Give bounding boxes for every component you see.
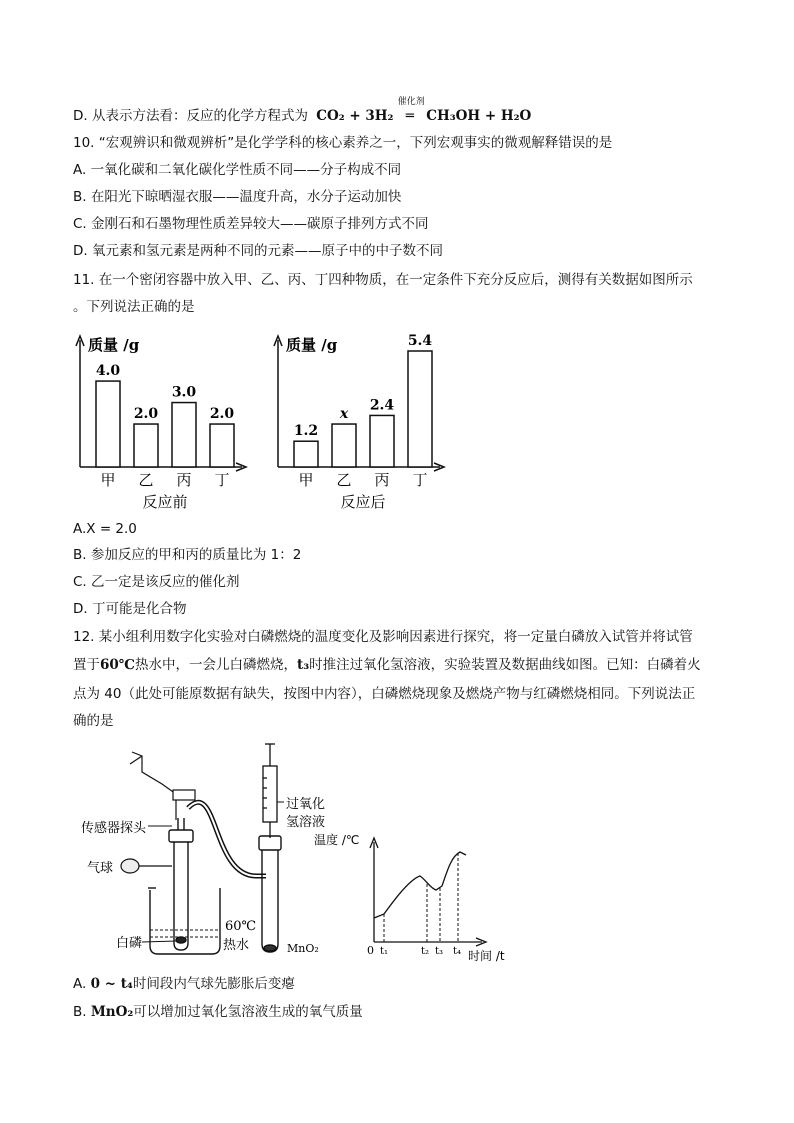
bar-value-label: 2.0 [133,406,159,423]
connecting-hose [188,802,266,876]
mno2-label: MnO₂ [287,942,319,955]
question-12-stem-line4: 确的是 [73,713,114,729]
stem-text: 时推注过氧化氢溶液，实验装置及数据曲线如图。已知：白磷着火 [309,657,701,673]
bar [332,424,356,467]
question-12-option-b [73,1002,363,1022]
question-11-stem-line2: 。下列说法正确的是 [73,299,195,315]
chart-before [76,336,246,511]
graph-tick-t2: t₂ [421,946,430,957]
bar-value-label: 4.0 [95,363,121,380]
formula-rhs: CH₃OH + H₂O [426,108,532,124]
catalyst-label: 催化剂 [397,97,425,107]
question-10-stem: 10. “宏观辨识和微观辨析”是化学学科的核心素养之一，下列宏观事实的微观解释错误的是 [73,135,613,151]
stem-text: 置于 [73,657,100,673]
question-12-stem-line1: 12. 某小组利用数字化实验对白磷燃烧的温度变化及影响因素进行探究，将一定量白磷放入试管并将试管 [73,629,693,645]
category-label: 丙 [374,471,390,489]
option-formula: MnO₂ [90,1004,134,1020]
sensor-probe [130,752,195,820]
bar-value-label: 2.4 [369,397,395,414]
option-text: D. 从表示方法看：反应的化学方程式为 [73,108,308,124]
option-text: 时间段内气球先膨胀后变瘪 [132,976,295,992]
option-formula: 0 ~ t₄ [90,976,133,992]
graph-origin: 0 [367,944,374,957]
h2o2-label-line1: 过氧化 [286,797,326,812]
category-label: 丁 [214,471,230,489]
bar-value-label: 5.4 [407,333,433,349]
graph-tick-t4: t₄ [453,946,462,957]
category-label: 甲 [100,471,116,489]
bar-value-label: 1.2 [293,423,319,440]
question-10-option-a: A. 一氧化碳和二氧化碳化学性质不同——分子构成不同 [73,162,402,178]
reaction-tube [259,836,281,952]
question-12-stem-line3: 点为 40（此处可能原数据有缺失，按图中内容），白磷燃烧现象及燃烧产物与红磷燃烧相同。下列说法正 [73,686,696,702]
option-text: 可以增加过氧化氢溶液生成的氧气质量 [133,1004,363,1020]
question-10-option-c: C. 金刚石和石墨物理性质差异较大——碳原子排列方式不同 [73,216,429,232]
graph-xlabel: 时间 /t [468,949,505,963]
balloon-label: 气球 [87,861,114,876]
stem-text: 热水中，一会儿白磷燃烧， [134,657,297,673]
temperature-curve [374,852,466,918]
question-11-option-b: B. 参加反应的甲和丙的质量比为 1：2 [73,547,302,563]
formula-lhs: CO₂ + 3H₂ [316,108,394,124]
category-label: 乙 [336,471,352,489]
question-12-option-a [73,974,295,994]
question-11-option-d: D. 丁可能是化合物 [73,601,187,617]
bar-value-label: x [339,406,349,423]
graph-tick-t3: t₃ [435,946,444,957]
option-letter: A. [73,976,91,992]
bar [134,424,158,467]
bar [370,415,394,467]
water-temp-label: 60℃ [225,919,257,934]
equals-sign: ═ [405,108,414,124]
bar [210,424,234,467]
phosphorus-label: 白磷 [116,936,143,951]
category-label: 丙 [176,471,192,489]
probe-label: 传感器探头 [81,821,147,836]
question-11-stem-line1: 11. 在一个密闭容器中放入甲、乙、丙、丁四种物质，在一定条件下充分反应后，测得有关数据如图所示 [73,272,693,288]
question-12-stem-line2 [73,655,701,675]
temperature-graph [314,832,505,963]
stem-temperature: 60℃ [100,657,135,673]
question-10-option-b: B. 在阳光下晾晒湿衣服——温度升高，水分子运动加快 [73,189,402,205]
bar [408,351,432,467]
bar [294,441,318,467]
chart-xlabel: 反应后 [340,493,386,511]
beaker [148,888,220,954]
category-label: 甲 [298,471,314,489]
option-d-q9 [73,97,532,126]
chart-after [274,333,444,511]
syringe [263,744,277,838]
experiment-figure [78,738,518,966]
question-10-option-d: D. 氧元素和氢元素是两种不同的元素——原子中的中子数不同 [73,243,443,259]
question-11-option-a: A.X = 2.0 [73,521,137,537]
question-11-option-c: C. 乙一定是该反应的催化剂 [73,574,240,590]
category-label: 乙 [138,471,154,489]
bar [96,381,120,467]
chart-ylabel: 质量 /g [286,336,338,354]
balloon [121,859,172,873]
chart-xlabel: 反应前 [142,493,188,511]
chart-ylabel: 质量 /g [88,336,140,354]
mass-bar-charts [64,326,464,516]
graph-tick-t1: t₁ [380,946,389,957]
bar-value-label: 3.0 [171,384,197,401]
stem-time: t₃ [296,657,310,673]
graph-ylabel: 温度 /℃ [314,833,360,847]
bar-value-label: 2.0 [209,406,235,423]
category-label: 丁 [412,471,428,489]
option-letter: B. [73,1004,91,1020]
bar [172,403,196,467]
hot-water-label: 热水 [223,938,250,953]
h2o2-label-line2: 氢溶液 [286,815,326,830]
